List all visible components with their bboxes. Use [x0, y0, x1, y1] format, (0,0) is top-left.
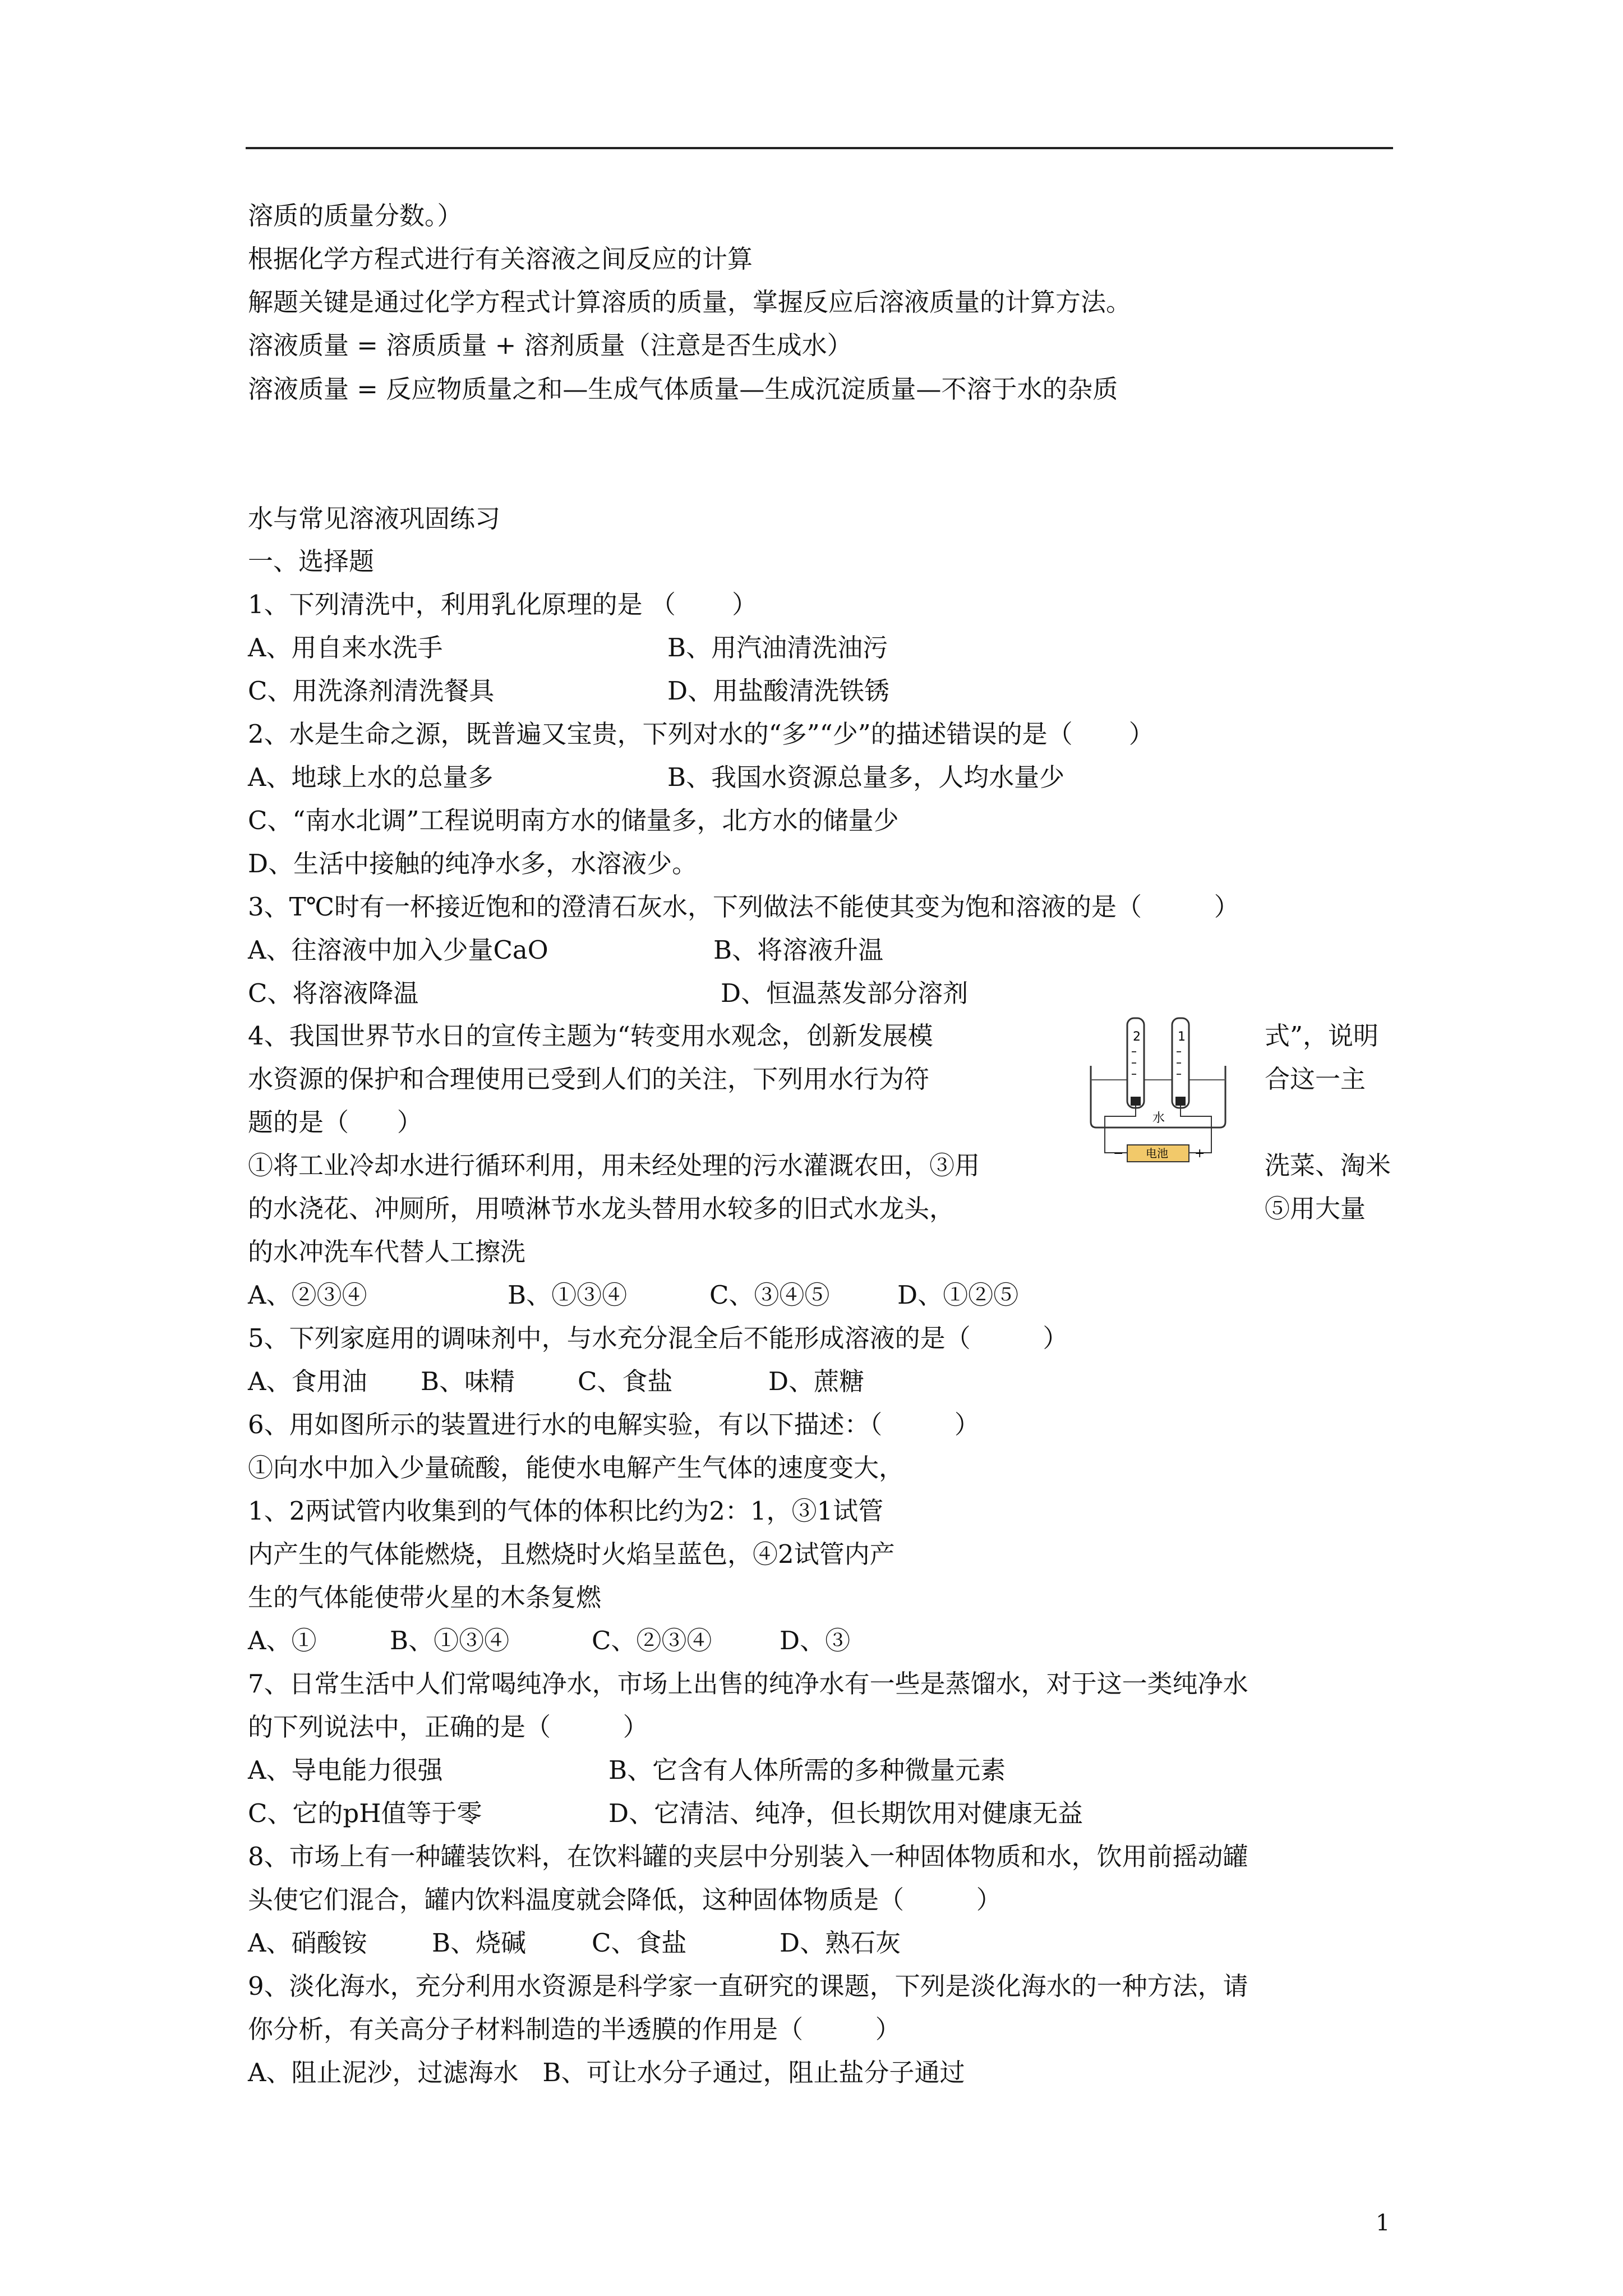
q9-stem-1: 9、淡化海水，充分利用水资源是科学家一直研究的课题，下列是淡化海水的一种方法，请: [248, 1971, 1248, 2001]
section-title: 一、选择题: [248, 546, 375, 576]
q3-option-d: D、恒温蒸发部分溶剂: [721, 978, 969, 1008]
q8-stem-2: 头使它们混合，罐内饮料温度就会降低，这种固体物质是（ ）: [248, 1885, 1002, 1915]
q6-line-1: ①向水中加入少量硫酸，能使水电解产生气体的速度变大，: [248, 1453, 905, 1483]
q8-option-d: D、熟石灰: [780, 1928, 901, 1958]
q1-stem: 1、下列清洗中，利用乳化原理的是 （ ）: [248, 590, 758, 619]
electrolysis-figure: [1082, 1013, 1234, 1181]
q6-line-4: 生的气体能使带火星的木条复燃: [248, 1582, 602, 1612]
q4-option-a: A、②③④: [248, 1280, 367, 1310]
q1-option-a: A、用自来水洗手: [248, 633, 443, 662]
q6-option-c: C、②③④: [592, 1626, 712, 1655]
q4-line-3: 题的是（ ）: [248, 1107, 422, 1137]
q4-option-b: B、①③④: [508, 1280, 628, 1310]
tube-label-2: 2: [1133, 1030, 1141, 1044]
q4-line-2-tail: 合这一主: [1265, 1064, 1366, 1094]
q1-option-d: D、用盐酸清洗铁锈: [667, 676, 890, 706]
q3-stem: 3、T℃时有一杯接近饱和的澄清石灰水，下列做法不能使其变为饱和溶液的是（ ）: [248, 892, 1239, 922]
q3-option-a: A、往溶液中加入少量CaO: [248, 935, 548, 965]
q6-stem: 6、用如图所示的装置进行水的电解实验，有以下描述：（ ）: [248, 1410, 980, 1439]
header-rule: [246, 147, 1393, 149]
tube-label-1: 1: [1178, 1030, 1186, 1044]
q4-option-d: D、①②⑤: [897, 1280, 1019, 1310]
q7-option-b: B、它含有人体所需的多种微量元素: [608, 1755, 1006, 1785]
q5-option-b: B、味精: [421, 1366, 515, 1396]
minus-label: −: [1113, 1147, 1124, 1161]
intro-line-3: 解题关键是通过化学方程式计算溶质的质量，掌握反应后溶液质量的计算方法。: [248, 287, 1132, 317]
q5-stem: 5、下列家庭用的调味剂中，与水充分混全后不能形成溶液的是（ ）: [248, 1323, 1068, 1353]
q4-line-4: ①将工业冷却水进行循环利用，用未经处理的污水灌溉农田，③用: [248, 1151, 980, 1180]
q4-line-2: 水资源的保护和合理使用已受到人们的关注，下列用水行为符: [248, 1064, 930, 1094]
q9-stem-2: 你分析，有关高分子材料制造的半透膜的作用是（ ）: [248, 2014, 901, 2044]
q7-option-a: A、导电能力很强: [248, 1755, 443, 1785]
q6-option-b: B、①③④: [390, 1626, 510, 1655]
q5-option-c: C、食盐: [578, 1366, 673, 1396]
plus-label: +: [1195, 1147, 1205, 1161]
q6-line-3: 内产生的气体能燃烧，且燃烧时火焰呈蓝色，④2试管内产: [248, 1539, 895, 1569]
q4-line-1-tail: 式”，说明: [1265, 1021, 1379, 1051]
water-label: 水: [1152, 1111, 1165, 1125]
q2-option-a: A、地球上水的总量多: [248, 762, 494, 792]
intro-line-4: 溶液质量 = 溶质质量 + 溶剂质量（注意是否生成水）: [248, 330, 852, 360]
q3-option-b: B、将溶液升温: [713, 935, 884, 965]
q7-stem-1: 7、日常生活中人们常喝纯净水，市场上出售的纯净水有一些是蒸馏水，对于这一类纯净水: [248, 1669, 1248, 1699]
q4-line-5-tail: ⑤用大量: [1265, 1194, 1366, 1223]
q4-line-4-tail: 洗菜、淘米: [1265, 1151, 1391, 1180]
q7-option-d: D、它清洁、纯净，但长期饮用对健康无益: [608, 1798, 1083, 1828]
intro-line-2: 根据化学方程式进行有关溶液之间反应的计算: [248, 244, 753, 274]
q7-stem-2: 的下列说法中，正确的是（ ）: [248, 1712, 648, 1742]
q2-option-c: C、“南水北调”工程说明南方水的储量多，北方水的储量少: [248, 806, 899, 835]
q6-option-d: D、③: [780, 1626, 851, 1655]
q8-option-b: B、烧碱: [432, 1928, 527, 1958]
q5-option-d: D、蔗糖: [768, 1366, 865, 1396]
q2-option-d: D、生活中接触的纯净水多，水溶液少。: [248, 849, 698, 878]
q8-option-a: A、硝酸铵: [248, 1928, 367, 1958]
q2-stem: 2、水是生命之源，既普遍又宝贵，下列对水的“多”“少”的描述错误的是（ ）: [248, 719, 1154, 749]
q2-option-b: B、我国水资源总量多，人均水量少: [667, 762, 1065, 792]
q7-option-c: C、它的pH值等于零: [248, 1798, 482, 1828]
intro-line-5: 溶液质量 = 反应物质量之和—生成气体质量—生成沉淀质量—不溶于水的杂质: [248, 374, 1118, 404]
q3-option-c: C、将溶液降温: [248, 978, 419, 1008]
q9-options-ab: A、阻止泥沙，过滤海水 B、可让水分子通过，阻止盐分子通过: [248, 2058, 965, 2087]
page-number: 1: [1376, 2210, 1390, 2236]
q8-option-c: C、食盐: [592, 1928, 687, 1958]
q6-line-2: 1、2两试管内收集到的气体的体积比约为2：1，③1试管: [248, 1496, 884, 1526]
q1-option-c: C、用洗涤剂清洗餐具: [248, 676, 495, 706]
q6-option-a: A、①: [248, 1626, 317, 1655]
q4-option-c: C、③④⑤: [709, 1280, 830, 1310]
q4-line-6: 的水冲洗车代替人工擦洗: [248, 1237, 526, 1267]
battery-label: 电池: [1146, 1147, 1168, 1160]
q1-option-b: B、用汽油清洗油污: [667, 633, 888, 662]
q5-option-a: A、食用油: [248, 1366, 367, 1396]
q8-stem-1: 8、市场上有一种罐装饮料，在饮料罐的夹层中分别装入一种固体物质和水，饮用前摇动罐: [248, 1842, 1248, 1871]
intro-line-1: 溶质的质量分数。）: [248, 201, 463, 231]
q4-line-1: 4、我国世界节水日的宣传主题为“转变用水观念，创新发展模: [248, 1021, 933, 1051]
q4-line-5: 的水浇花、冲厕所，用喷淋节水龙头替用水较多的旧式水龙头，: [248, 1194, 955, 1223]
exercise-title: 水与常见溶液巩固练习: [248, 504, 501, 533]
